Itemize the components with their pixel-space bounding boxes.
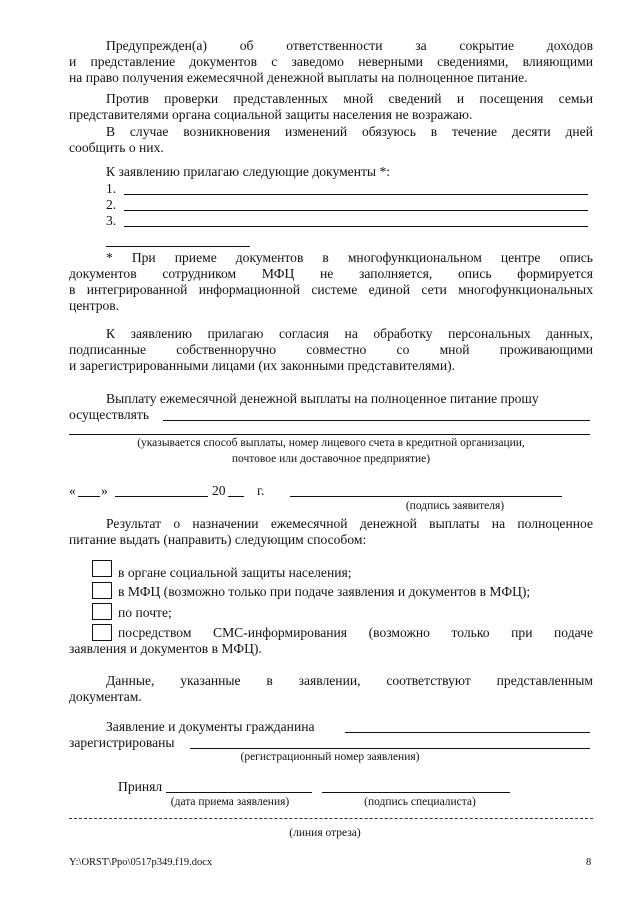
doc-item-field-3[interactable]: [124, 226, 588, 227]
option-post-checkbox[interactable]: [92, 603, 112, 620]
option-social-protection-checkbox[interactable]: [92, 560, 112, 577]
personal-data-line-1: К заявлению прилагаю согласия на обработку персональных данных,: [106, 326, 593, 341]
warning-line-3: на право получения ежемесячной денежной выплаты на полноценное питание.: [69, 70, 528, 85]
registration-number-field[interactable]: [190, 748, 590, 749]
personal-data-paragraph: [69, 326, 593, 374]
footnote-separator: [106, 246, 250, 247]
option-sms-checkbox[interactable]: [92, 624, 112, 641]
citizen-name-field[interactable]: [345, 732, 590, 733]
documents-intro: К заявлению прилагаю следующие документы *:: [106, 164, 391, 179]
footnote-line-4: центров.: [69, 298, 120, 313]
changes-paragraph: [69, 124, 593, 156]
cut-line: [69, 818, 593, 819]
payment-hint-2: почтовое или доставочное предприятие): [231, 453, 431, 465]
personal-data-line-3: и зарегистрированными лицами (их законными представителями).: [69, 358, 456, 373]
page-number: 8: [586, 857, 592, 868]
data-match-paragraph: [69, 673, 593, 705]
verification-consent-paragraph: [69, 91, 593, 123]
date-day-field[interactable]: [78, 496, 100, 497]
option-mfc-checkbox[interactable]: [92, 582, 112, 599]
footnote: [69, 250, 593, 314]
accept-date-field[interactable]: [166, 792, 312, 793]
specialist-signature-field[interactable]: [322, 792, 510, 793]
warning-paragraph: [69, 38, 593, 86]
result-line-1: Результат о назначении ежемесячной денежной выплаты на полноценное: [106, 516, 593, 531]
warning-line-2: и представление документов с заведомо неверными сведениями, влияющими: [69, 54, 593, 69]
cut-line-label: (линия отреза): [289, 827, 361, 839]
accept-date-hint: (дата приема заявления): [170, 796, 290, 808]
data-match-line-1: Данные, указанные в заявлении, соответствуют представленным: [106, 673, 593, 688]
doc-item-number-1: 1.: [106, 181, 117, 196]
payment-field-2[interactable]: [69, 434, 590, 435]
verification-line-2: представителями органа социальной защиты населения не возражаю.: [69, 107, 473, 122]
option-sms-label: посредством СМС-информирования (возможно только при подаче: [118, 625, 593, 640]
option-post-label: по почте;: [118, 605, 172, 620]
payment-label: осуществлять: [69, 407, 150, 422]
verification-line-1: Против проверки представленных мной сведений и посещения семьи: [106, 91, 593, 106]
data-match-line-2: документам.: [69, 689, 142, 704]
date-year-suffix: г.: [257, 483, 265, 498]
option-sms-label-continued: заявления и документов в МФЦ).: [69, 641, 262, 656]
personal-data-line-2: подписанные собственноручно совместно со мной проживающими: [69, 342, 593, 357]
date-year-prefix: 20: [212, 483, 226, 498]
payment-field-1[interactable]: [163, 420, 590, 421]
warning-line-1: Предупрежден(а) об ответственности за сокрытие доходов: [106, 38, 593, 53]
signature-hint: (подпись заявителя): [405, 500, 505, 512]
footnote-line-1: * При приеме документов в многофункциональном центре опись: [106, 250, 593, 265]
payment-hint-1: (указывается способ выплаты, номер лицевого счета в кредитной организации,: [137, 437, 525, 449]
doc-item-field-2[interactable]: [124, 210, 588, 211]
result-line-2: питание выдать (направить) следующим способом:: [69, 532, 367, 547]
doc-item-field-1[interactable]: [124, 194, 588, 195]
reg-number-hint: (регистрационный номер заявления): [240, 751, 420, 763]
accepted-label: Принял: [118, 779, 163, 794]
footer-file-path: Y:\ORST\Ppo\0517p349.f19.docx: [69, 857, 213, 868]
option-mfc-label: в МФЦ (возможно только при подаче заявления и документов в МФЦ);: [118, 584, 531, 599]
doc-item-number-3: 3.: [106, 213, 117, 228]
date-quote-open: «: [69, 483, 76, 498]
changes-line-1: В случае возникновения изменений обязуюсь в течение десяти дней: [106, 124, 593, 139]
specialist-sign-hint: (подпись специалиста): [364, 796, 476, 808]
applicant-signature-field[interactable]: [290, 496, 562, 497]
changes-line-2: сообщить о них.: [69, 140, 164, 155]
option-social-protection-label: в органе социальной защиты населения;: [118, 565, 352, 580]
footnote-line-3: в интегрированной информационной системе единой сети многофункциональных: [69, 282, 593, 297]
registered-label-1: Заявление и документы гражданина: [106, 719, 315, 734]
result-paragraph: [69, 516, 593, 548]
date-month-field[interactable]: [115, 496, 208, 497]
registered-label-2: зарегистрированы: [69, 735, 175, 750]
date-quote-close: »: [101, 483, 108, 498]
doc-item-number-2: 2.: [106, 197, 117, 212]
footnote-line-2: документов сотрудником МФЦ не заполняется, опись формируется: [69, 266, 593, 281]
payment-intro: Выплату ежемесячной денежной выплаты на полноценное питание прошу: [106, 391, 539, 406]
date-year-field[interactable]: [228, 496, 244, 497]
